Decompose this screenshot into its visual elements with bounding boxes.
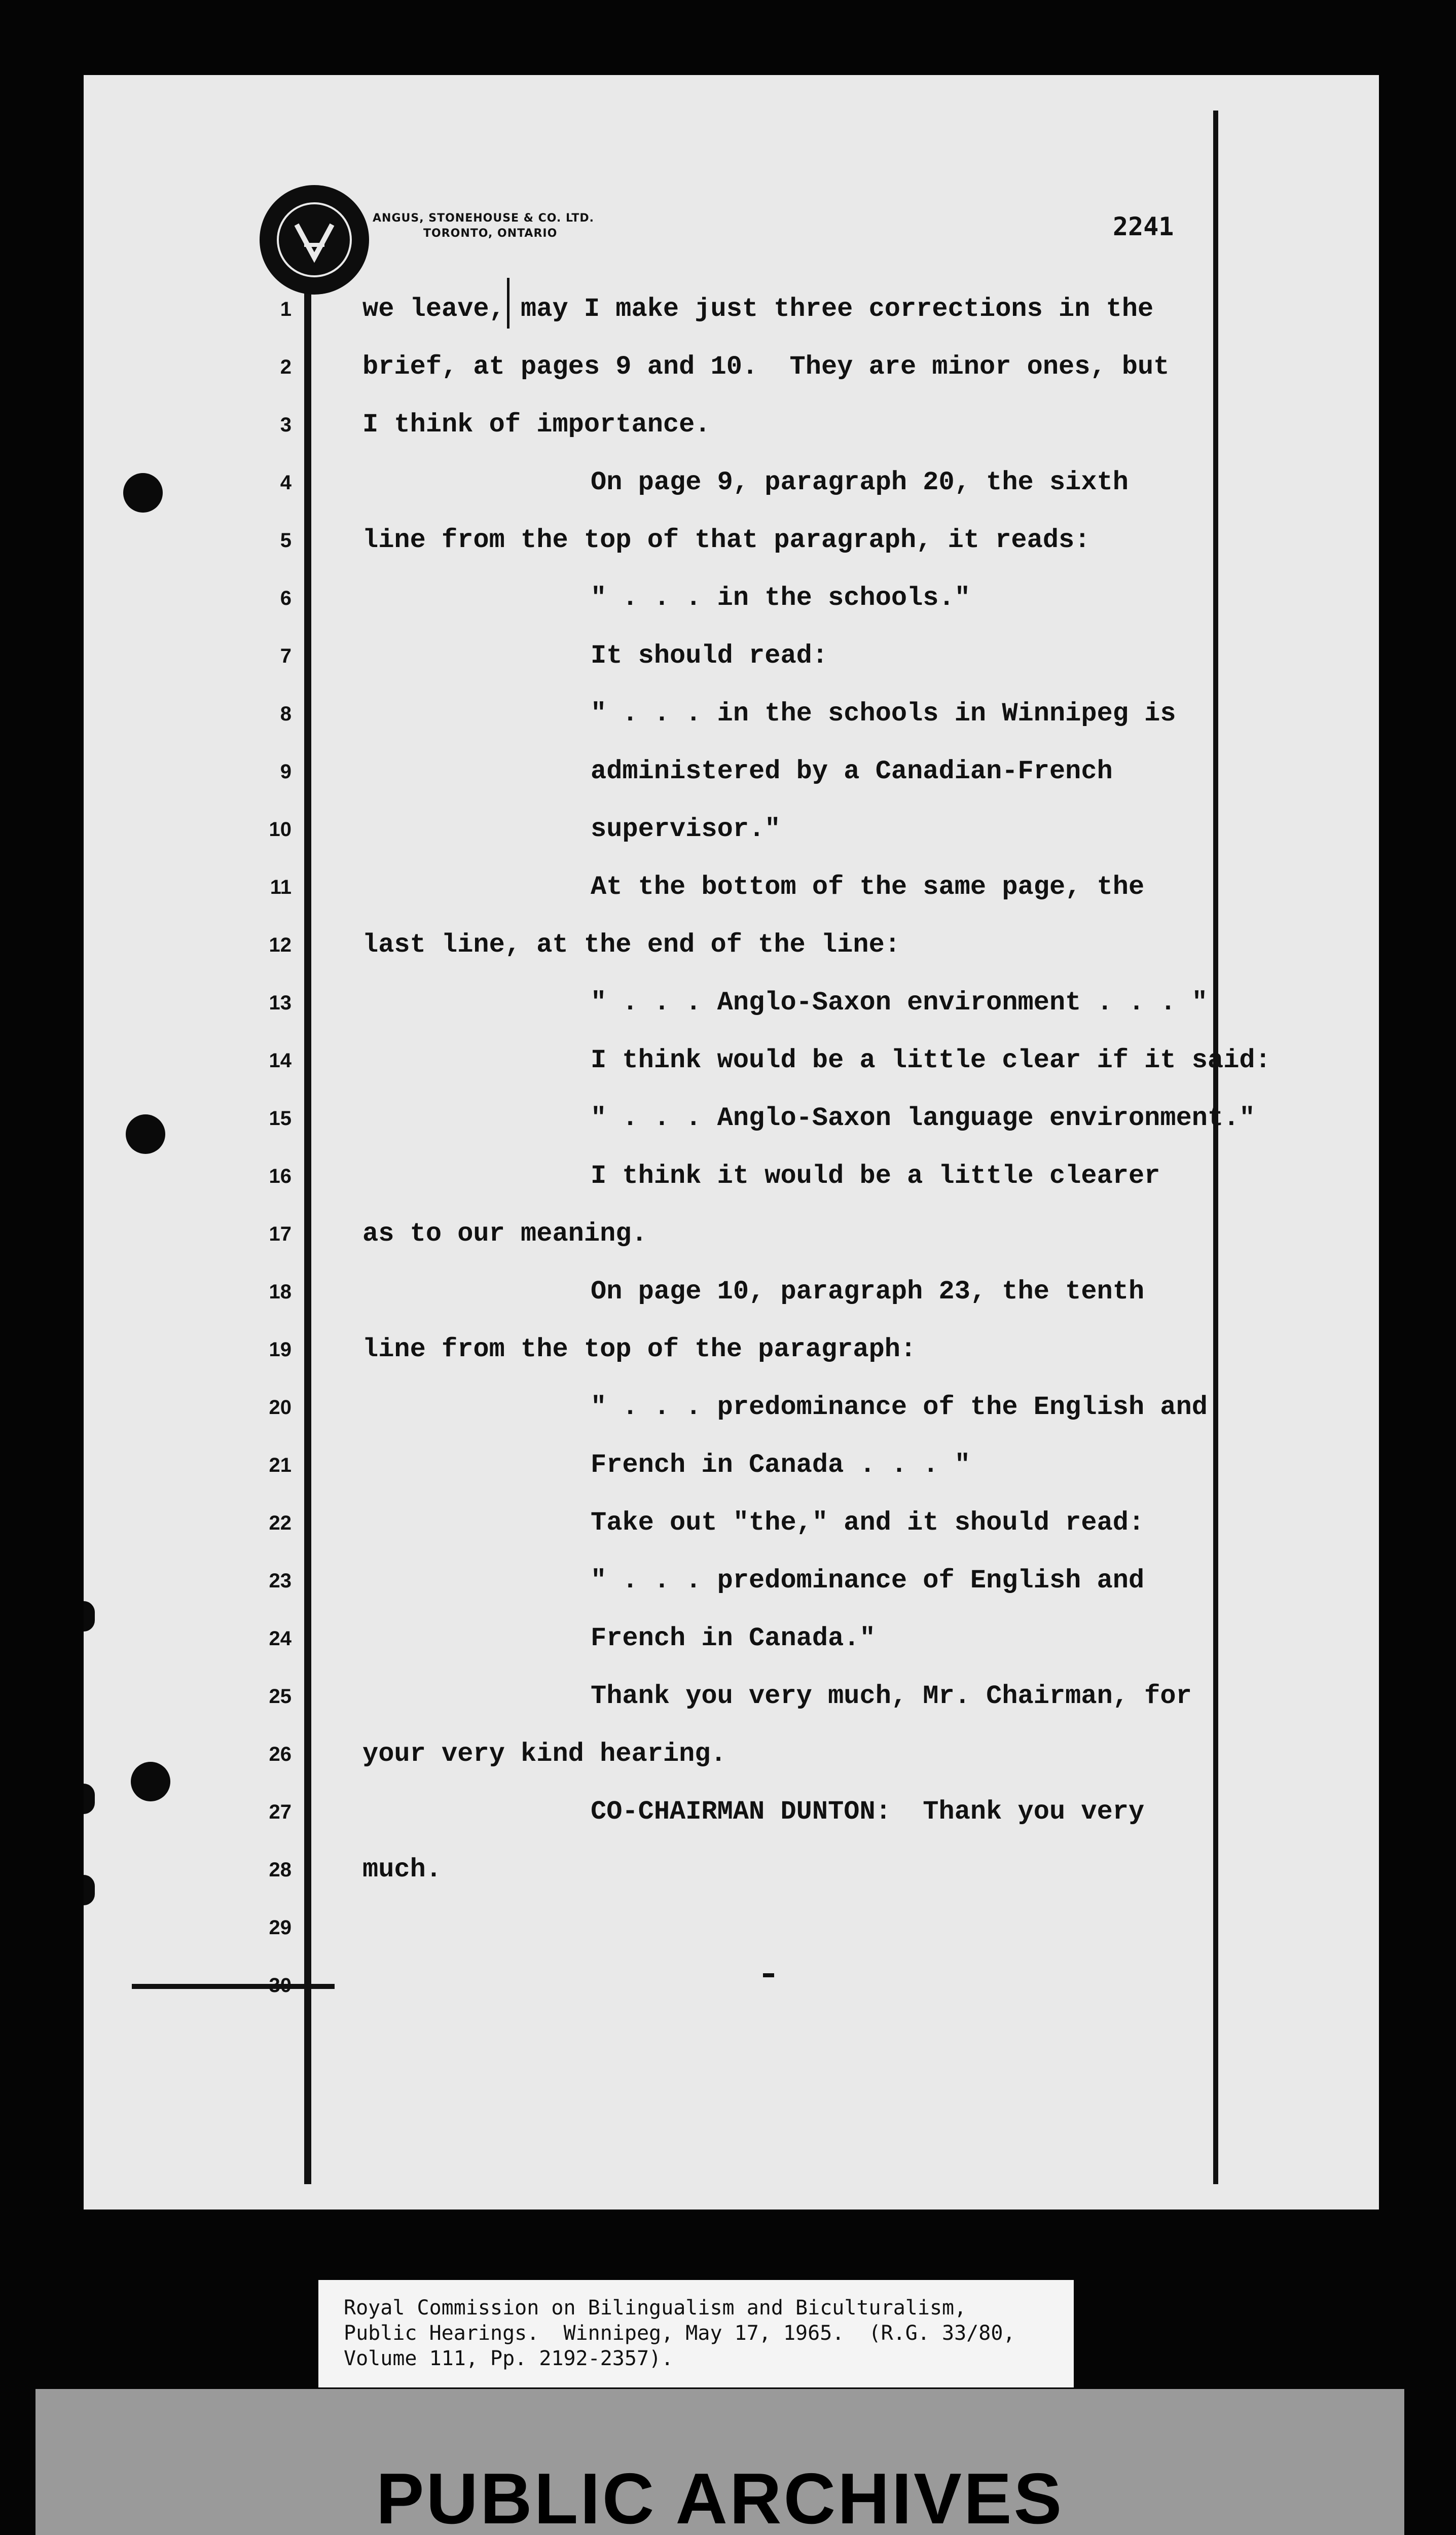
line-number: 30 (269, 1974, 292, 1997)
transcript-line: line from the top of that paragraph, it reads: (362, 525, 1090, 555)
edge-notch (84, 1784, 95, 1814)
stenographer-seal-logo (256, 182, 373, 298)
transcript-line: At the bottom of the same page, the (591, 872, 1145, 902)
line-number: 29 (269, 1916, 292, 1939)
transcript-line: " . . . predominance of English and (591, 1566, 1145, 1596)
archive-caption-label (318, 2280, 1074, 2387)
transcript-line: " . . . predominance of the English and (591, 1392, 1208, 1422)
transcript-line: " . . . in the schools in Winnipeg is (591, 699, 1176, 729)
punch-hole-bottom (131, 1762, 170, 1801)
line-number: 14 (269, 1049, 292, 1072)
punch-hole-top (123, 473, 163, 513)
line-number: 27 (269, 1801, 292, 1823)
line-number: 28 (269, 1859, 292, 1881)
transcript-line: " . . . Anglo-Saxon language environment." (591, 1103, 1255, 1133)
caption-line: Volume 111, Pp. 2192-2357). (344, 2347, 674, 2370)
line-number: 6 (280, 587, 292, 609)
left-margin-rule (304, 258, 311, 2184)
transcript-line: supervisor." (591, 814, 781, 844)
line-number: 11 (270, 876, 292, 898)
punch-hole-middle (126, 1114, 165, 1154)
bottom-line-rule (132, 1984, 335, 1989)
line-number: 7 (280, 645, 292, 667)
transcript-line: " . . . in the schools." (591, 583, 970, 613)
transcript-line: last line, at the end of the line: (362, 930, 900, 960)
line-number: 12 (269, 934, 292, 956)
line-number: 24 (269, 1627, 292, 1650)
edge-notch (84, 1601, 95, 1632)
firm-name-line1: ANGUS, STONEHOUSE & CO. LTD. (373, 212, 594, 225)
line-number: 25 (269, 1685, 292, 1708)
transcript-line: as to our meaning. (362, 1219, 647, 1249)
transcript-line: I think it would be a little clearer (591, 1161, 1160, 1191)
transcript-line: administered by a Canadian-French (591, 756, 1113, 786)
line-number: 5 (280, 529, 292, 552)
line-number: 9 (280, 760, 292, 783)
transcript-line: CO-CHAIRMAN DUNTON: Thank you very (591, 1797, 1145, 1827)
transcript-line: It should read: (591, 641, 828, 671)
line-number: 19 (269, 1338, 292, 1361)
transcript-line: Take out "the," and it should read: (591, 1508, 1145, 1538)
transcript-line: line from the top of the paragraph: (362, 1334, 917, 1364)
page-number: 2241 (1113, 212, 1174, 241)
line-number: 17 (269, 1223, 292, 1245)
caption-line: Royal Commission on Bilingualism and Biculturalism, (344, 2296, 967, 2320)
transcript-line: brief, at pages 9 and 10. They are minor ones, but (362, 352, 1170, 382)
line-number: 8 (280, 703, 292, 725)
right-margin-rule (1213, 111, 1218, 2184)
transcript-line: On page 10, paragraph 23, the tenth (591, 1277, 1145, 1307)
line-number: 15 (269, 1107, 292, 1130)
line-number: 4 (280, 472, 292, 494)
firm-name (373, 211, 594, 241)
line-number: 13 (269, 992, 292, 1014)
line-number: 16 (269, 1165, 292, 1187)
line-number: 21 (269, 1454, 292, 1476)
transcript-line: I think of importance. (362, 410, 711, 440)
line-number: 18 (269, 1281, 292, 1303)
line-number: 2 (280, 356, 292, 378)
transcript-line: Thank you very much, Mr. Chairman, for (591, 1681, 1192, 1711)
line-number: 26 (269, 1743, 292, 1765)
transcript-line: we leave, may I make just three corrections in the (362, 294, 1154, 324)
edge-notch (84, 1875, 95, 1905)
transcript-line: French in Canada." (591, 1623, 876, 1653)
transcript-line: " . . . Anglo-Saxon environment . . . " (591, 988, 1208, 1018)
line-number: 10 (269, 818, 292, 841)
transcript-line: much. (362, 1855, 442, 1885)
line-number: 1 (280, 298, 292, 320)
line-number: 22 (269, 1512, 292, 1534)
transcript-line: your very kind hearing. (362, 1739, 726, 1769)
transcript-line: I think would be a little clear if it said: (591, 1045, 1271, 1075)
line-number: 23 (269, 1570, 292, 1592)
public-archives-stamp (35, 2389, 1404, 2535)
transcript-page (84, 75, 1379, 2210)
transcript-line: On page 9, paragraph 20, the sixth (591, 467, 1129, 497)
line-number: 20 (269, 1396, 292, 1419)
firm-name-line2: TORONTO, ONTARIO (423, 227, 558, 240)
stamp-line-english: PUBLIC ARCHIVES (376, 2458, 1064, 2535)
ink-dash (763, 1973, 774, 1977)
caption-line: Public Hearings. Winnipeg, May 17, 1965. (R.G. 33/80, (344, 2322, 1015, 2345)
transcript-line: French in Canada . . . " (591, 1450, 970, 1480)
line-number: 3 (280, 414, 292, 436)
